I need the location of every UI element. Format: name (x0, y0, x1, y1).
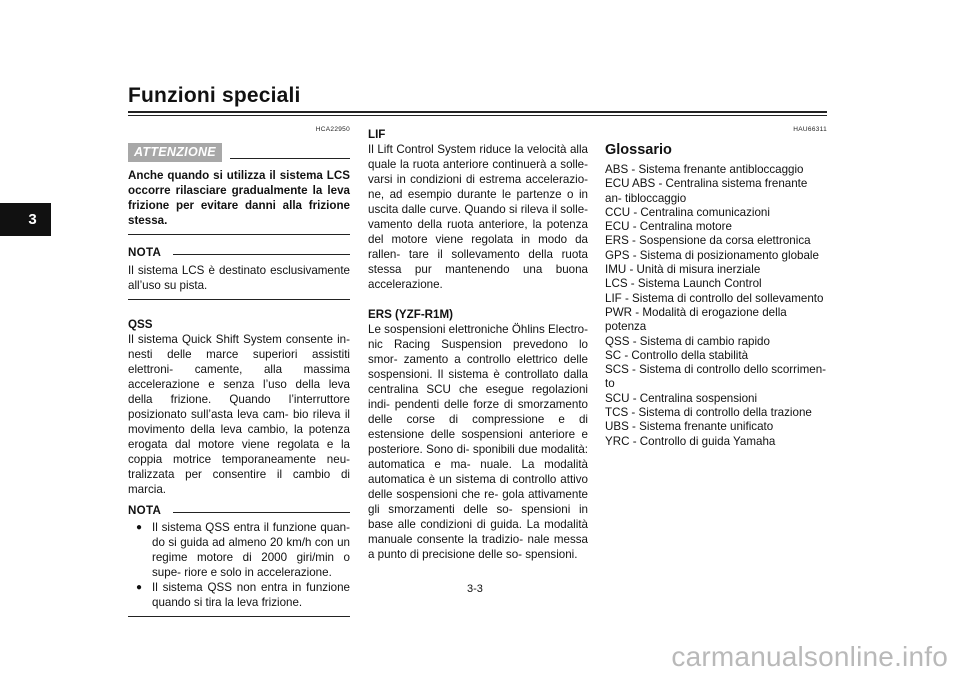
glossary-item: PWR - Modalità di erogazione della potenza (605, 305, 787, 334)
bullet-text: Il sistema QSS non entra in funzione quando si tira la leva frizione. (152, 581, 350, 609)
nota-label: NOTA (128, 504, 162, 517)
glossary-item: UBS - Sistema frenante unificato (605, 420, 774, 434)
caution-end-rule (128, 234, 350, 235)
nota-text: Il sistema LCS è destinato esclusivamente all’uso su pista. (128, 264, 350, 292)
qss-text: Il sistema Quick Shift System consente in- nesti delle marce superiori assistiti elettroni- camente, alla massima accelerazione e senza l’uso della leva della frizione. Quando l’interruttore posizionato sull’asta leva cam- bio rileva il movimento della leva cambio, la potenza erogata dal motore viene regolata e la coppia motrice temporaneamente neu- tralizzata per consentire il cambio di marcia. (128, 333, 350, 496)
glossary-item: TCS - Sistema di controllo della trazione (605, 406, 812, 420)
list-item (128, 520, 350, 580)
column-middle (368, 122, 588, 562)
caution-rule (230, 158, 350, 159)
glossary-title: Glossario (605, 142, 672, 158)
ref-code: HAU66311 (793, 126, 827, 133)
section-heading-lif: LIF (368, 128, 386, 141)
nota-rule (173, 512, 350, 513)
watermark: carmanualsonline.info (671, 641, 948, 672)
ers-text: Le sospensioni elettroniche Öhlins Electro- nic Racing Suspension prevedono lo smor- zamento a controllo elettrico delle sospensioni. Il sistema è controllato dalla centralina SCU che esegue regolazioni indi- pendenti delle forze di smorzamento delle corse di compressione e di estensione delle sospensioni anteriore e posteriore. Sono di- sponibili due modalità: automatica e ma- nuale. La modalità automatica è un sistema di controllo attivo delle sospensioni che re- gola attivamente gli smorzamenti delle so- spensioni in base alle condizioni di guida. La modalità manuale consente la tradizio- nale messa a punto di precisione delle so- spensioni. (368, 323, 588, 561)
glossary-item: YRC - Controllo di guida Yamaha (605, 434, 776, 448)
glossary-item: SC - Controllo della stabilità (605, 348, 749, 362)
bullet-icon: ● (136, 582, 143, 593)
column-right (605, 122, 827, 449)
bullet-icon: ● (136, 522, 143, 533)
bullet-text: Il sistema QSS entra il funzione quan- do si guida ad almeno 20 km/h con un regime motore di 2000 giri/min o supe- riore e solo in accelerazione. (152, 521, 350, 579)
glossary-item: QSS - Sistema di cambio rapido (605, 334, 770, 348)
glossary-item: ABS - Sistema frenante antibloccaggio (605, 163, 804, 176)
list-item (128, 580, 350, 610)
glossary-item: ECU ABS - Centralina sistema frenante an- tibloccaggio (605, 177, 808, 205)
glossary-item: GPS - Sistema di posizionamento globale (605, 248, 819, 262)
glossary-item: SCU - Centralina sospensioni (605, 391, 758, 405)
caution-text: Anche quando si utilizza il sistema LCS occorre rilasciare gradualmente la leva frizione per evitare danni alla frizione stessa. (128, 169, 350, 227)
caution-badge: ATTENZIONE (128, 143, 222, 162)
glossary-item: CCU - Centralina comunicazioni (605, 205, 770, 219)
nota-end-rule (128, 616, 350, 617)
nota-rule (173, 254, 350, 255)
glossary-item: LIF - Sistema di controllo del sollevamento (605, 291, 824, 305)
page-title: Funzioni speciali (128, 84, 301, 107)
nota-label: NOTA (128, 246, 162, 259)
ref-code: HCA22950 (315, 126, 350, 133)
glossary-item: ECU - Centralina motore (605, 220, 732, 234)
section-heading-qss: QSS (128, 318, 153, 331)
page-number: 3-3 (467, 583, 483, 595)
section-heading-ers: ERS (YZF-R1M) (368, 308, 454, 321)
nota-header (128, 503, 350, 518)
lif-text: Il Lift Control System riduce la velocità alla quale la ruota anteriore continuerà a solle- varsi in condizioni di estrema accelerazio- ne, ad esempio durante le partenze o in uscita dalle curve. Quando si rileva il solle- vamento della ruota anteriore, la potenza del motore viene regolata in modo da rallen- tare il sollevamento della ruota stessa pur mantenendo una buona accelerazione. (368, 143, 588, 291)
glossary-item: LCS - Sistema Launch Control (605, 277, 762, 291)
glossary-list (605, 163, 827, 449)
glossary-item: IMU - Unità di misura inerziale (605, 263, 761, 277)
caution-header (128, 143, 350, 162)
title-rule (128, 111, 827, 116)
glossary-item: ERS - Sospensione da corsa elettronica (605, 234, 811, 248)
glossary-item: SCS - Sistema di controllo dello scorrimen- to (605, 363, 827, 391)
chapter-tab: 3 (0, 203, 51, 236)
column-left (128, 122, 350, 617)
nota-end-rule (128, 299, 350, 300)
nota-header (128, 245, 350, 260)
